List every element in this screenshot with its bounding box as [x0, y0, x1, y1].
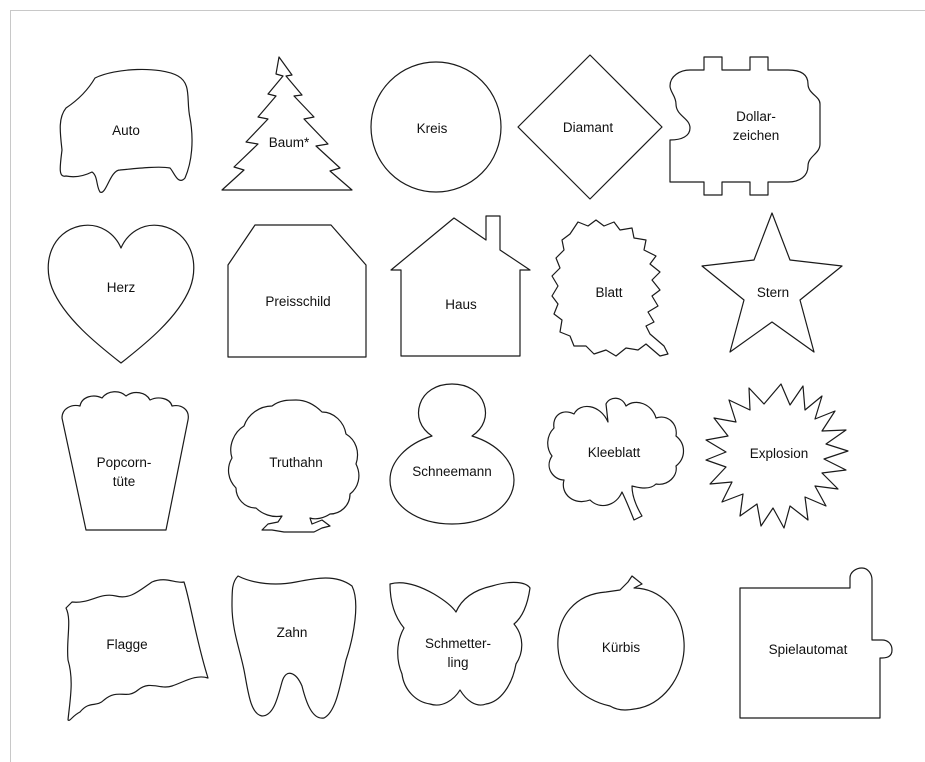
- haus-label: Haus: [445, 297, 477, 312]
- shape-popcorntuete: [62, 392, 188, 530]
- schmetterling-label-line1: Schmetter-: [424, 636, 492, 651]
- schneemann-label: Schneemann: [412, 464, 492, 479]
- spielautomat-label: Spielautomat: [768, 642, 848, 657]
- dollarzeichen-label-line2: zeichen: [732, 128, 780, 143]
- popcorntuete-label-line1: Popcorn-: [96, 455, 152, 470]
- shape-explosion: [706, 384, 848, 528]
- preisschild-label: Preisschild: [265, 294, 331, 309]
- shape-kreis: [371, 62, 501, 192]
- shape-spielautomat: [740, 568, 892, 718]
- truthahn-label: Truthahn: [269, 455, 323, 470]
- shape-kleeblatt: [548, 398, 684, 520]
- blatt-label: Blatt: [595, 285, 623, 300]
- auto-label: Auto: [112, 123, 140, 138]
- baum-label: Baum*: [268, 135, 310, 150]
- popcorntuete-label-line2: tüte: [112, 474, 136, 489]
- dollarzeichen-label-line1: Dollar-: [736, 109, 776, 124]
- shape-stern: [702, 213, 842, 352]
- shape-schneemann: [390, 384, 514, 524]
- shape-blatt: [552, 220, 668, 356]
- shape-diamant: [518, 55, 662, 199]
- shape-kuerbis: [558, 576, 684, 710]
- shape-auto: [60, 69, 192, 192]
- shape-dollarzeichen: [670, 57, 820, 195]
- shape-baum: [222, 57, 352, 190]
- stern-label: Stern: [756, 285, 790, 300]
- herz-label: Herz: [106, 280, 136, 295]
- flagge-label: Flagge: [106, 637, 148, 652]
- explosion-label: Explosion: [749, 446, 809, 461]
- shape-preisschild: [228, 225, 366, 357]
- diamant-label: Diamant: [562, 120, 614, 135]
- kreis-label: Kreis: [416, 121, 448, 136]
- kleeblatt-label: Kleeblatt: [587, 445, 641, 460]
- shape-zahn: [232, 576, 356, 718]
- kuerbis-label: Kürbis: [601, 640, 641, 655]
- shape-schmetterling: [390, 582, 530, 705]
- schmetterling-label-line2: ling: [447, 655, 469, 670]
- shape-flagge: [66, 580, 208, 721]
- zahn-label: Zahn: [276, 625, 308, 640]
- shape-herz: [48, 225, 194, 363]
- shape-haus: [391, 216, 530, 356]
- shape-truthahn: [229, 400, 359, 532]
